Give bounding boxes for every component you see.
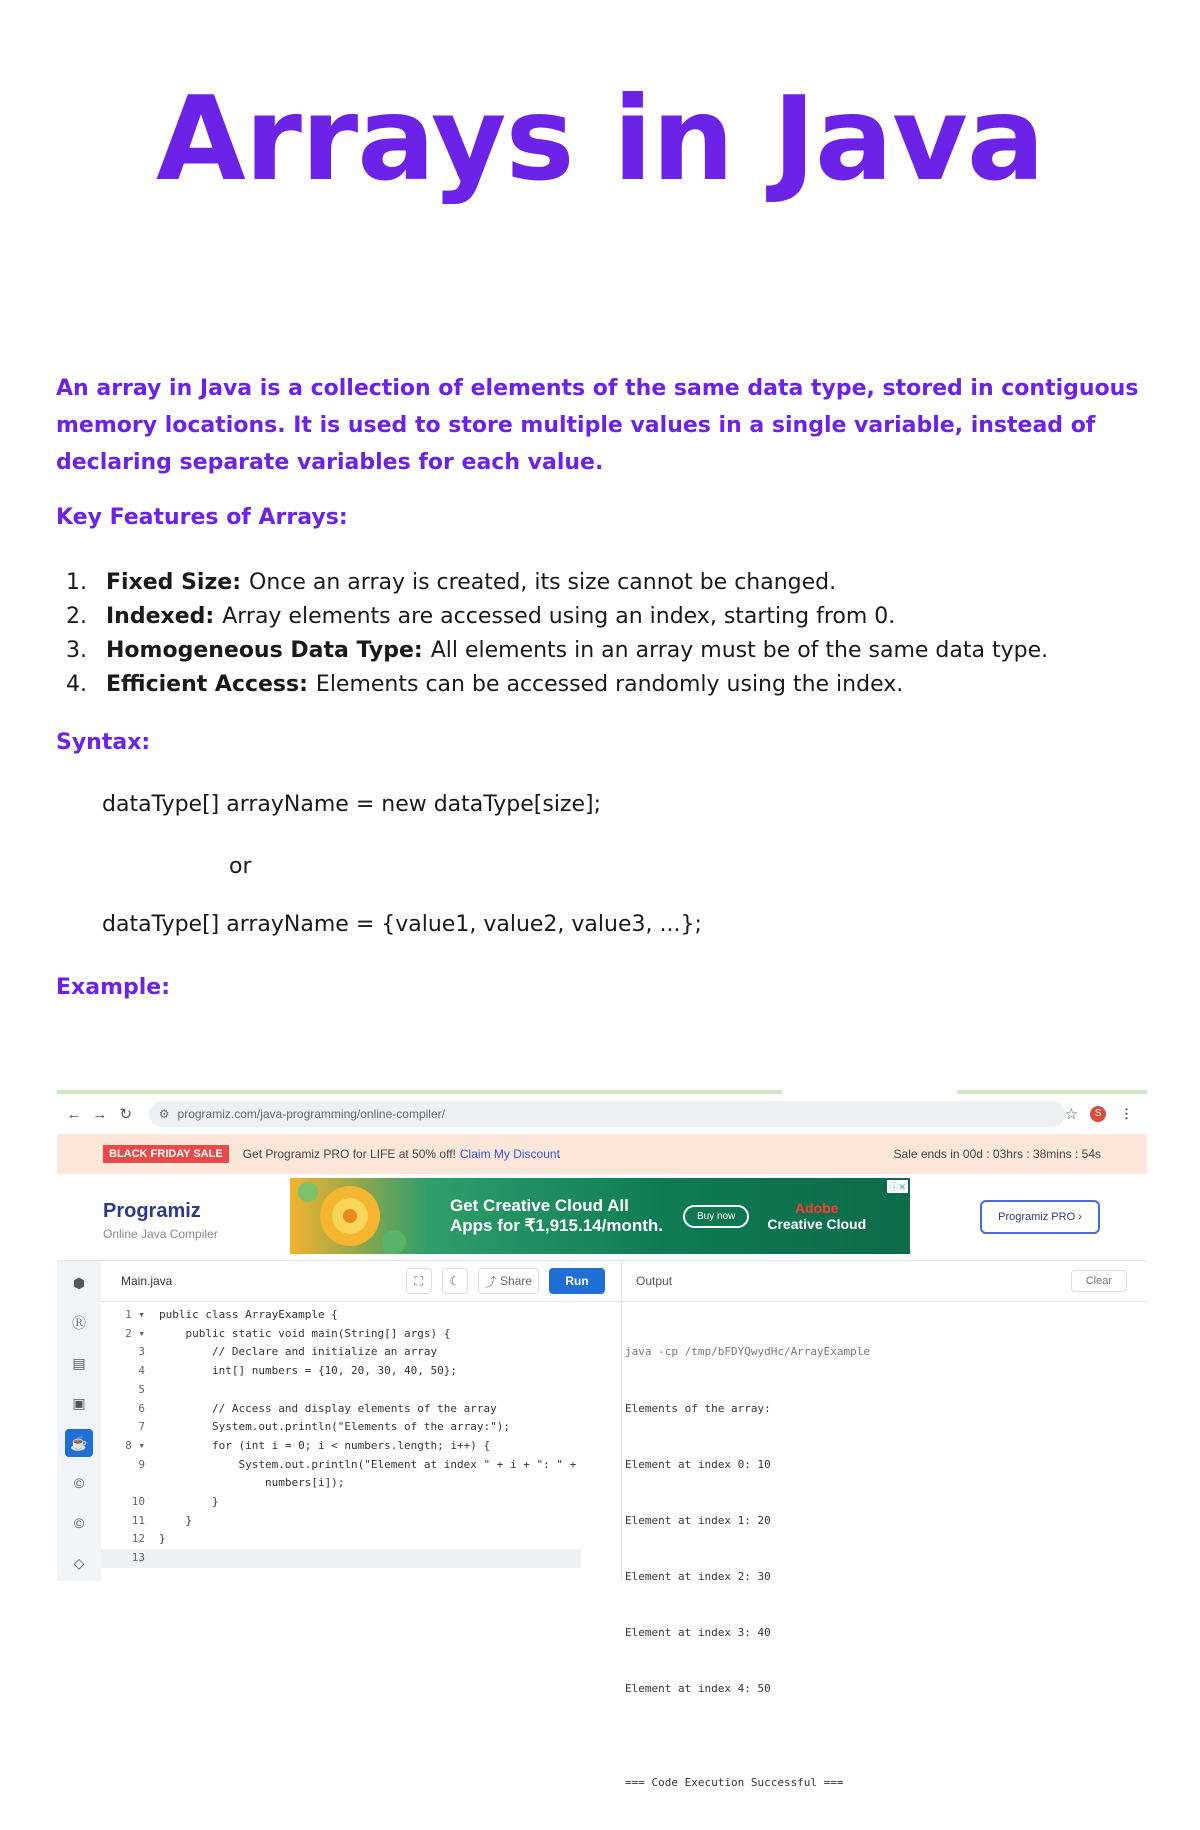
language-sidebar — [57, 1261, 101, 1581]
code-text: int[] numbers = {10, 20, 30, 40, 50}; — [159, 1364, 458, 1378]
browser-toolbar — [57, 1096, 1147, 1132]
editor-header — [101, 1261, 621, 1302]
java-icon[interactable]: ☕ — [65, 1429, 93, 1457]
c-icon[interactable]: © — [73, 1475, 85, 1491]
output-line: Element at index 2: 30 — [625, 1569, 771, 1583]
claim-discount-link[interactable]: Claim My Discount — [459, 1147, 560, 1161]
line-number: 4 — [138, 1364, 145, 1378]
brand-subtitle: Online Java Compiler — [103, 1227, 218, 1241]
file-tab-main-java[interactable]: Main.java — [121, 1274, 173, 1288]
feature-term: Fixed Size: — [106, 570, 241, 595]
line-number: 13 — [131, 1551, 145, 1565]
output-line: === Code Execution Successful === — [625, 1775, 844, 1789]
code-text: for (int i = 0; i < numbers.length; i++) { — [159, 1438, 491, 1452]
line-number: 12 — [131, 1532, 145, 1546]
adobe-logo — [767, 1200, 866, 1232]
item-number: 3. — [66, 638, 87, 663]
code-text: } — [159, 1513, 193, 1527]
feature-desc: Once an array is created, its size cannot be changed. — [249, 570, 837, 595]
feature-desc: Elements can be accessed randomly using the index. — [315, 672, 904, 697]
list-item — [66, 600, 1048, 634]
adobe-text: Adobe — [794, 1200, 839, 1216]
code-line — [101, 1400, 621, 1419]
item-number: 1. — [66, 570, 87, 595]
feature-desc: Array elements are accessed using an index, starting from 0. — [222, 604, 896, 629]
brand[interactable] — [103, 1200, 218, 1241]
line-number: 5 — [138, 1382, 145, 1396]
code-text: } — [159, 1532, 166, 1546]
intro-paragraph: An array in Java is a collection of elements of the same data type, stored in contiguous memory locations. It is used to store multiple values in a single variable, instead of declaring separate variables for each value. — [56, 376, 1139, 475]
code-line — [101, 1530, 621, 1549]
syntax-line-1: dataType[] arrayName = new dataType[size]; — [102, 792, 602, 817]
feature-term: Efficient Access: — [106, 672, 308, 697]
item-number: 2. — [66, 604, 87, 629]
programiz-logo: Programiz — [103, 1200, 201, 1222]
code-lines[interactable] — [101, 1306, 621, 1568]
code-line — [101, 1343, 621, 1362]
code-text: System.out.println("Elements of the array:"); — [159, 1420, 510, 1434]
code-text: // Declare and initialize an array — [159, 1345, 438, 1359]
share-icon: ⤴ — [484, 1274, 500, 1289]
editor-tools — [406, 1268, 605, 1294]
code-line — [101, 1306, 621, 1325]
python-icon[interactable]: ⬢ — [72, 1274, 86, 1291]
list-item — [66, 634, 1048, 668]
line-number: 2 ▾ — [125, 1326, 145, 1340]
feature-term: Homogeneous Data Type: — [106, 638, 423, 663]
ad-copy-line: Apps for ₹1,915.14/month. — [450, 1216, 663, 1235]
line-number: 11 — [131, 1513, 145, 1527]
output-line: Element at index 4: 50 — [625, 1682, 771, 1696]
example-heading: Example: — [56, 975, 170, 1000]
promo-banner — [57, 1134, 1147, 1174]
output-line: Element at index 1: 20 — [625, 1513, 771, 1527]
code-text: public static void main(String[] args) { — [159, 1326, 451, 1340]
feature-term: Indexed: — [106, 604, 215, 629]
share-button[interactable] — [478, 1268, 539, 1294]
address-bar[interactable] — [149, 1101, 1065, 1127]
buy-now-button[interactable]: Buy now — [683, 1205, 749, 1228]
sql-icon[interactable]: ▤ — [72, 1354, 86, 1371]
forward-arrow-icon[interactable]: → — [92, 1105, 108, 1123]
output-panel — [622, 1261, 1147, 1789]
output-line: Elements of the array: — [625, 1401, 771, 1415]
output-line: Element at index 0: 10 — [625, 1457, 771, 1471]
features-list — [66, 566, 1048, 702]
key-features-heading: Key Features of Arrays: — [56, 505, 348, 530]
output-header — [622, 1261, 1147, 1302]
code-line — [101, 1362, 621, 1381]
csharp-icon[interactable]: ◇ — [73, 1554, 85, 1571]
syntax-heading: Syntax: — [56, 730, 151, 755]
code-line — [101, 1493, 621, 1512]
ad-copy — [450, 1196, 663, 1236]
syntax-line-2: dataType[] arrayName = {value1, value2, value3, ...}; — [102, 912, 702, 937]
ad-choices-icon[interactable]: ⓘ✕ — [889, 1182, 906, 1192]
reload-icon[interactable]: ↻ — [119, 1106, 133, 1123]
code-line — [101, 1418, 621, 1437]
avatar[interactable]: S — [1090, 1106, 1106, 1122]
ad-copy-line: Get Creative Cloud All — [450, 1196, 629, 1215]
tab-strip-line — [57, 1090, 782, 1094]
clear-button[interactable]: Clear — [1071, 1270, 1127, 1292]
sale-timer: Sale ends in 00d : 03hrs : 38mins : 54s — [893, 1147, 1101, 1161]
code-editor[interactable] — [101, 1261, 622, 1581]
code-text: numbers[i]); — [159, 1476, 345, 1490]
line-number: 7 — [138, 1420, 145, 1434]
dark-mode-icon[interactable]: ☾ — [442, 1268, 468, 1294]
ad-banner[interactable] — [290, 1178, 910, 1254]
output-title: Output — [636, 1274, 673, 1288]
site-settings-icon[interactable]: ⚙ — [158, 1107, 170, 1121]
r-icon[interactable]: Ⓡ — [72, 1315, 86, 1331]
flower-image — [290, 1178, 410, 1254]
code-line — [101, 1325, 621, 1344]
creative-cloud-text: Creative Cloud — [767, 1216, 867, 1232]
ide — [57, 1260, 1147, 1789]
url-text: programiz.com/java-programming/online-compiler/ — [177, 1107, 445, 1121]
html-icon[interactable]: ▣ — [72, 1394, 86, 1411]
feature-desc: All elements in an array must be of the same data type. — [430, 638, 1049, 663]
promo-message: Get Programiz PRO for LIFE at 50% off! — [242, 1147, 456, 1161]
share-label: Share — [499, 1274, 532, 1288]
sale-badge: BLACK FRIDAY SALE — [103, 1145, 229, 1163]
syntax-or: or — [229, 854, 252, 879]
programiz-pro-button[interactable]: Programiz PRO › — [980, 1200, 1100, 1234]
run-button[interactable]: Run — [549, 1268, 605, 1294]
list-item — [66, 566, 1048, 600]
back-arrow-icon[interactable]: ← — [66, 1105, 82, 1123]
line-number: 1 ▾ — [125, 1308, 145, 1321]
item-number: 4. — [66, 672, 87, 697]
menu-kebab-icon[interactable]: ⋮ — [1120, 1106, 1133, 1121]
list-item — [66, 668, 1048, 702]
tab-strip-line — [957, 1090, 1147, 1094]
code-text: public class ArrayExample { — [159, 1308, 338, 1321]
output-console — [622, 1302, 1147, 1830]
code-line — [101, 1474, 621, 1493]
line-number: 10 — [131, 1495, 145, 1509]
line-number: 9 — [138, 1457, 145, 1471]
code-line-current — [101, 1549, 581, 1568]
bookmark-star-icon[interactable]: ☆ — [1064, 1106, 1079, 1123]
code-line — [101, 1456, 621, 1475]
code-line — [101, 1381, 621, 1400]
fullscreen-icon[interactable]: ⛶ — [406, 1268, 432, 1294]
output-command: java -cp /tmp/bFDYQwydHc/ArrayExample — [625, 1345, 871, 1359]
code-line — [101, 1437, 621, 1456]
code-text: System.out.println("Element at index " + i + ": " + — [159, 1457, 577, 1471]
line-number: 6 — [138, 1401, 145, 1415]
line-number: 8 ▾ — [125, 1438, 145, 1452]
cpp-icon[interactable]: © — [73, 1515, 85, 1531]
code-text: // Access and display elements of the array — [159, 1401, 497, 1415]
line-number — [101, 1474, 159, 1493]
compiler-screenshot — [57, 1090, 1147, 1789]
output-line: Element at index 3: 40 — [625, 1625, 771, 1639]
code-text: } — [159, 1495, 219, 1509]
code-line — [101, 1512, 621, 1531]
line-number: 3 — [138, 1345, 145, 1359]
page-title: Arrays in Java — [155, 72, 1044, 207]
